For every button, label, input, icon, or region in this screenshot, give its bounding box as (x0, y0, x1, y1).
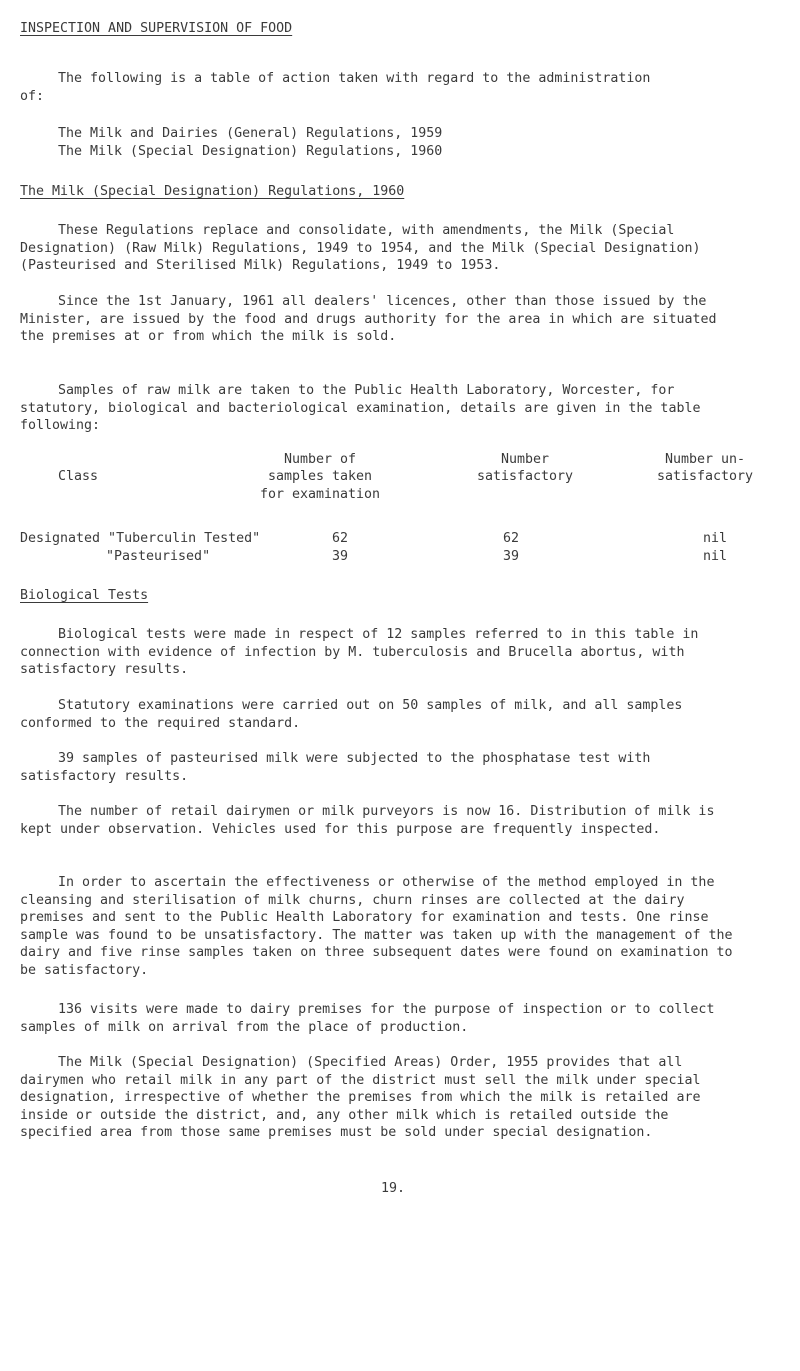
cell-samples: 62 (332, 531, 349, 546)
cell-satisfactory: 39 (503, 549, 520, 564)
cell-class: "Pasteurised" (106, 549, 211, 564)
intro-line-1: The following is a table of action taken with regard to the administration (58, 71, 651, 86)
regulation-item: The Milk and Dairies (General) Regulations, 1959 (58, 126, 443, 141)
column-header-class: Class (58, 469, 99, 484)
paragraph: In order to ascertain the effectiveness or otherwise of the method employed in the cleansing and sterilisation of milk churns, churn rinses are collected at the dairy premises and sent to the Public Health Laboratory for examination and tests. One rinse sample was found to be unsatisfactory. The matter was taken up with the management of the dairy and five rinse samples taken on three subsequent dates were found on examination to be satisfactory. (20, 875, 733, 978)
cell-satisfactory: 62 (503, 531, 520, 546)
column-header-samples: for examination (259, 487, 381, 502)
column-header-unsatisfactory: Number un- (664, 452, 746, 467)
regulation-item: The Milk (Special Designation) Regulations, 1960 (58, 144, 443, 159)
column-header-satisfactory: satisfactory (476, 469, 574, 484)
paragraph: The number of retail dairymen or milk purveyors is now 16. Distribution of milk is kept under observation. Vehicles used for this purpose are frequently inspected. (20, 804, 715, 837)
paragraph: 136 visits were made to dairy premises for the purpose of inspection or to collect samples of milk on arrival from the place of production. (20, 1002, 715, 1035)
section-heading: Biological Tests (20, 588, 149, 603)
cell-class: Designated "Tuberculin Tested" (20, 531, 261, 546)
cell-unsatisfactory: nil (703, 549, 728, 564)
column-header-samples: Number of (283, 452, 357, 467)
paragraph: These Regulations replace and consolidate, with amendments, the Milk (Special Designation) (Raw Milk) Regulations, 1949 to 1954, and the Milk (Special Designation) (Pasteurised and Sterilised Milk) Regulations, 1949 to 1953. (20, 223, 701, 274)
column-header-samples: samples taken (267, 469, 373, 484)
paragraph: Since the 1st January, 1961 all dealers' licences, other than those issued by the Minister, are issued by the food and drugs authority for the area in which are situated the premises at or from which the milk is sold. (20, 294, 717, 345)
page-number: 19. (381, 1181, 406, 1196)
column-header-unsatisfactory: satisfactory (656, 469, 754, 484)
cell-samples: 39 (332, 549, 349, 564)
section-heading: The Milk (Special Designation) Regulations, 1960 (20, 184, 405, 199)
cell-unsatisfactory: nil (703, 531, 728, 546)
intro-line-2: of: (20, 89, 45, 104)
paragraph: The Milk (Special Designation) (Specified Areas) Order, 1955 provides that all dairymen who retail milk in any part of the district must sell the milk under special designation, irrespective of whether the premises from which the milk is retailed are inside or outside the district, and, any other milk which is retailed outside the specified area from those same premises must be sold under special designation. (20, 1055, 701, 1141)
paragraph: Statutory examinations were carried out on 50 samples of milk, and all samples conformed to the required standard. (20, 698, 683, 731)
page-title: INSPECTION AND SUPERVISION OF FOOD (20, 21, 293, 36)
column-header-satisfactory: Number (500, 452, 550, 467)
paragraph: Biological tests were made in respect of 12 samples referred to in this table in connection with evidence of infection by M. tuberculosis and Brucella abortus, with satisfactory results. (20, 627, 699, 678)
paragraph: 39 samples of pasteurised milk were subjected to the phosphatase test with satisfactory results. (20, 751, 651, 784)
paragraph: Samples of raw milk are taken to the Public Health Laboratory, Worcester, for statutory, biological and bacteriological examination, details are given in the table following: (20, 383, 701, 434)
